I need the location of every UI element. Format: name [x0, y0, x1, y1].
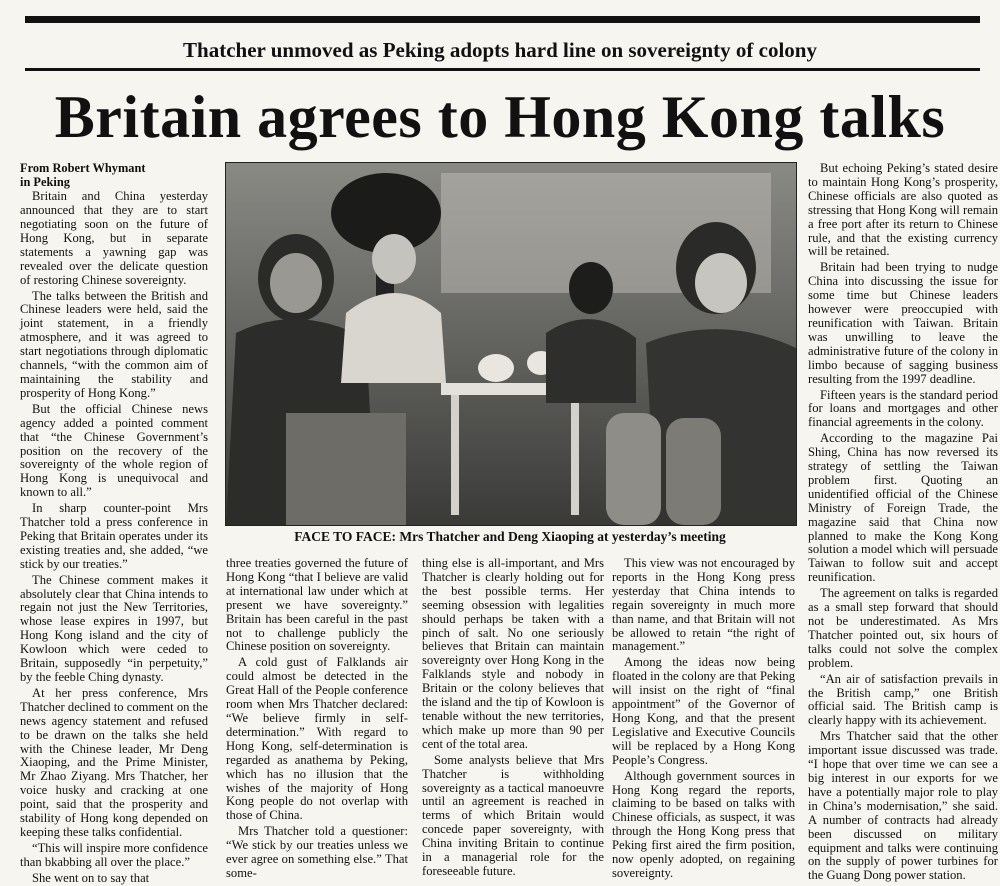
paragraph: This view was not encouraged by reports in the Hong Kong press yesterday that China intends to regain sovereignty in much more than name, and that Britain will not be allowed to retain “the right of management.”	[612, 556, 795, 654]
paragraph: The talks between the British and Chinese leaders were held, said the joint statement, in a friendly atmosphere, and it was agreed to start negotiations through diplomatic channels, “with the common aim of maintaining the stability and prosperity of Hong Kong.”	[20, 288, 208, 400]
paragraph: But the official Chinese news agency added a pointed comment that “the Chinese Government’s position on the recovery of the sovereignty of the whole region of Hong Kong is unequivocal and known to all.”	[20, 401, 208, 500]
caption-text: Mrs Thatcher and Deng Xiaoping at yesterday’s meeting	[396, 529, 726, 544]
paragraph: Some analysts believe that Mrs Thatcher is withholding sovereignty as a tactical manoeuvre until an agreement is reached in terms of which Britain would concede paper sovereignty, with China inviting Britain to continue in a managerial role for the foreseeable future.	[422, 752, 604, 878]
news-photo	[225, 162, 797, 526]
paragraph: Britain and China yesterday announced that they are to start negotiating soon on the future of Hong Kong, but in separate statements a yawning gap was revealed over the delicate question of restoring Chinese sovereignty.	[20, 189, 208, 287]
article-column-5	[808, 161, 998, 883]
caption-lead: FACE TO FACE:	[294, 529, 396, 544]
article-column-4	[612, 556, 795, 880]
meeting-photo-illustration	[226, 163, 796, 525]
paragraph: In sharp counter-point Mrs Thatcher told a press conference in Peking that Britain operates under its existing treaties and, she added, “we stick by our treaties.”	[20, 501, 208, 571]
kicker-headline: Thatcher unmoved as Peking adopts hard line on sovereignty of colony	[183, 38, 817, 62]
paragraph: Among the ideas now being floated in the colony are that Peking will insist on the right of “final appointment” of the Governor of Hong Kong, and that the present Legislative and Executive Councils will be replaced by a Hong Kong People’s Congress.	[612, 655, 795, 767]
paragraph: She went on to say that	[32, 870, 150, 885]
paragraph: The agreement on talks is regarded as a small step forward that should not be underestimated. As Mrs Thatcher pointed out, six hours of talks could not solve the complex problem.	[808, 586, 998, 670]
paragraph: three treaties governed the future of Hong Kong “that I believe are valid at international law under which at present we have sovereignty.” Britain has been careful in the past not to challenge publicly the Chinese position on sovereignty.	[226, 556, 408, 654]
paragraph: Mrs Thatcher said that the other important issue discussed was trade. “I hope that over time we can see a big interest in our exports for we have a potentially major role to play in China’s modernisation,” she said. A number of contracts had already been discussed on military equipment and talks were continuing on the supply of power turbines for the Guang Dong power station.	[808, 729, 998, 883]
photo-caption	[225, 527, 795, 547]
article-column-3	[422, 556, 604, 878]
byline-location: in Peking	[20, 174, 70, 189]
byline-author: From Robert Whymant	[20, 161, 146, 175]
paragraph: A cold gust of Falklands air could almost be detected in the Great Hall of the People conference room when Mrs Thatcher declared: “We believe firmly in self-determination.” With regard to Hong Kong, self-determination is regarded as anathema by Peking, which has no illusion that the wishes of the majority of Hong Kong people do not overlap with those of China.	[226, 655, 408, 823]
main-headline: Britain agrees to Hong Kong talks	[54, 84, 946, 150]
paragraph: Mrs Thatcher told a questioner: “We stick by our treaties unless we ever agree on something else.” That some-	[226, 824, 408, 880]
paragraph: At her press conference, Mrs Thatcher declined to comment on the news agency statement and refused to be drawn on the talks she held with the Chinese leader, Mr Deng Xiaoping, and the Prime Minister, Mr Zhao Ziyang. Mrs Thatcher, her voice husky and cracking at one point, said that the prosperity and stability of Hong kong depended on keeping these talks confidential.	[20, 685, 208, 839]
paragraph: According to the magazine Pai Shing, China has now reversed its strategy of settling the Taiwan problem first. Quoting an unidentified official of the Chinese Ministry of Foreign Trade, the magazine said that China now planned to make the Kong Kong solution a model which will persuade Taiwan to follow suit and accept reunification.	[808, 431, 998, 585]
kicker-rule	[25, 68, 980, 71]
top-rule	[25, 16, 980, 23]
paragraph: Fifteen years is the standard period for loans and mortgages and other financial agreements in the colony.	[808, 387, 998, 430]
paragraph: Although government sources in Hong Kong regard the reports, claiming to be based on talks with Chinese officials, as suspect, it was through the Hong Kong press that Peking first aired the firm position, now openly adopted, on regaining sovereignty.	[612, 768, 795, 880]
paragraph: But echoing Peking’s stated desire to maintain Hong Kong’s prosperity, Chinese officials are also quoted as stressing that Hong Kong will remain a free port after its return to Chinese rule, and that the existing currency will be retained.	[808, 161, 998, 259]
article-column-1	[20, 161, 208, 885]
paragraph: The Chinese comment makes it absolutely clear that China intends to regain not just the New Territories, whose lease expires in 1997, but Hong Kong island and the city of Kowloon which were ceded to Britain, supposedly “in perpetuity,” by the feeble Ching dynasty.	[20, 572, 208, 684]
paragraph: Britain had been trying to nudge China into discussing the issue for some time but Chinese leaders however were preoccupied with reunification with Taiwan. Britain was unwilling to leave the administrative future of the colony in limbo because of sagging business resulting from the 1997 deadline.	[808, 260, 998, 386]
paragraph: “This will inspire more confidence than bkabbing all over the place.”	[20, 840, 208, 869]
paragraph: thing else is all-important, and Mrs Thatcher is clearly holding out for the best possible terms. Her seeming obsession with legalities should perhaps be taken with a pinch of salt. No one seriously believes that Britain can maintain sovereignty over Hong Kong in the Falklands style and nobody in Britain or the colony believes that the island and the tip of Kowloon is tenable without the new territories, which make up more than 90 per cent of the total area.	[422, 556, 604, 751]
paragraph: “An air of satisfaction prevails in the British camp,” one British official said. The British camp is clearly happy with its achievement.	[808, 671, 998, 728]
article-column-2	[226, 556, 408, 880]
